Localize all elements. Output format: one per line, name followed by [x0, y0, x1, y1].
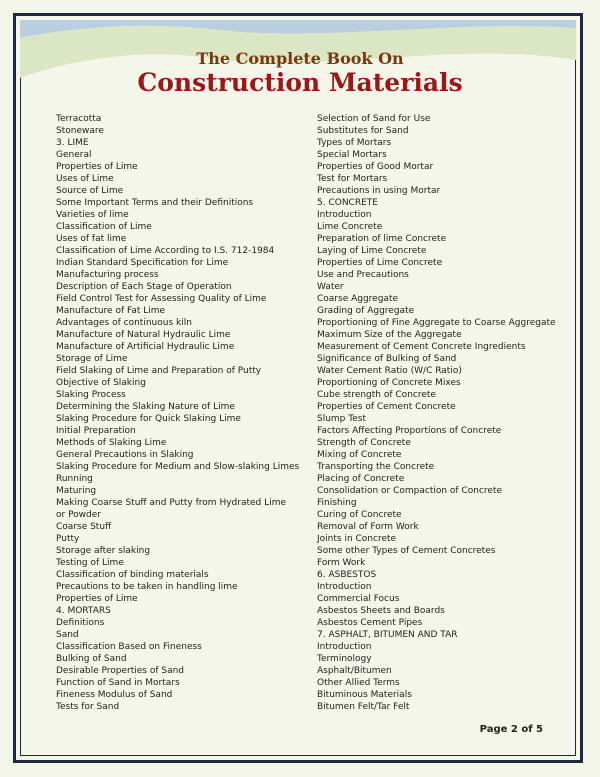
contents-entry: Terracotta [56, 114, 102, 124]
contents-entry: Introduction [317, 210, 372, 220]
contents-entry: Properties of Lime [56, 162, 138, 172]
contents-entry: Significance of Bulking of Sand [317, 354, 457, 364]
contents-entry: Uses of Lime [56, 174, 114, 184]
contents-entry: Classification of binding materials [56, 570, 209, 580]
contents-entry: Grading of Aggregate [317, 306, 415, 316]
contents-entry: Description of Each Stage of Operation [56, 282, 232, 292]
contents-entry: Properties of Lime [56, 594, 138, 604]
contents-entry: Classification of Lime [56, 222, 152, 232]
contents-entry: Substitutes for Sand [317, 126, 409, 136]
contents-entry: Laying of Lime Concrete [317, 246, 427, 256]
contents-entry: Special Mortars [317, 150, 387, 160]
contents-entry: Asbestos Cement Pipes [317, 618, 423, 628]
page-number: Page 2 of 5 [479, 724, 543, 735]
contents-entry: Desirable Properties of Sand [56, 666, 185, 676]
contents-entry: Terminology [317, 654, 372, 664]
contents-entry: Lime Concrete [317, 222, 383, 232]
contents-entry: General Precautions in Slaking [56, 450, 194, 460]
contents-right-column [317, 113, 557, 713]
contents-entry: Storage of Lime [56, 354, 128, 364]
contents-entry: Bitumen Felt/Tar Felt [317, 702, 410, 712]
contents-entry: Properties of Good Mortar [317, 162, 434, 172]
contents-entry: Manufacturing process [56, 270, 159, 280]
contents-entry: Methods of Slaking Lime [56, 438, 167, 448]
contents-entry: Factors Affecting Proportions of Concrete [317, 426, 502, 436]
contents-entry: Tests for Sand [56, 702, 120, 712]
contents-entry: 4. MORTARS [56, 606, 111, 616]
contents-entry: Varieties of lime [56, 210, 129, 220]
contents-entry: Precautions in using Mortar [317, 186, 441, 196]
contents-entry: Use and Precautions [317, 270, 409, 280]
contents-entry: 6. ASBESTOS [317, 570, 377, 580]
contents-entry: Classification of Lime According to I.S. 712-1984 [56, 246, 275, 256]
contents-entry: Running [56, 474, 93, 484]
contents-entry: Properties of Lime Concrete [317, 258, 443, 268]
contents-entry: Finishing [317, 498, 357, 508]
contents-entry: Introduction [317, 582, 372, 592]
contents-entry: Asphalt/Bitumen [317, 666, 392, 676]
contents-entry: Other Allied Terms [317, 678, 400, 688]
contents-entry: Coarse Stuff [56, 522, 112, 532]
contents-entry: Transporting the Concrete [317, 462, 435, 472]
contents-entry: Some other Types of Cement Concretes [317, 546, 496, 556]
contents-entry: Slaking Process [56, 390, 126, 400]
contents-entry: Testing of Lime [56, 558, 124, 568]
contents-entry: 3. LIME [56, 138, 89, 148]
contents-entry: Function of Sand in Mortars [56, 678, 180, 688]
book-subtitle: The Complete Book On [196, 49, 404, 68]
contents-entry: Determining the Slaking Nature of Lime [56, 402, 235, 412]
contents-entry: Some Important Terms and their Definitions [56, 198, 254, 208]
contents-entry: Water Cement Ratio (W/C Ratio) [317, 366, 462, 376]
contents-entry: Precautions to be taken in handling lime [56, 582, 238, 592]
contents-entry: Slaking Procedure for Medium and Slow-slaking Limes [56, 462, 300, 472]
contents-entry: Stoneware [56, 126, 104, 136]
contents-entry: Maturing [56, 486, 97, 496]
contents-entry: Manufacture of Artificial Hydraulic Lime [56, 342, 235, 352]
contents-entry: Proportioning of Concrete Mixes [317, 378, 461, 388]
contents-entry: Asbestos Sheets and Boards [317, 606, 445, 616]
contents-entry: Removal of Form Work [317, 522, 419, 532]
contents-entry: Definitions [56, 618, 105, 628]
contents-entry: Source of Lime [56, 186, 124, 196]
contents-entry: Cube strength of Concrete [317, 390, 436, 400]
contents-entry: Indian Standard Specification for Lime [56, 258, 229, 268]
contents-entry: Fineness Modulus of Sand [56, 690, 173, 700]
contents-entry: General [56, 150, 92, 160]
contents-entry: Objective of Slaking [56, 378, 146, 388]
contents-entry: Initial Preparation [56, 426, 136, 436]
contents-entry: Form Work [317, 558, 366, 568]
book-title: Construction Materials [137, 68, 463, 97]
contents-entry: Water [317, 282, 344, 292]
contents-entry: Classification Based on Fineness [56, 642, 202, 652]
contents-entry: Bituminous Materials [317, 690, 412, 700]
contents-entry: Storage after slaking [56, 546, 151, 556]
contents-entry: Maximum Size of the Aggregate [317, 330, 462, 340]
contents-entry: Proportioning of Fine Aggregate to Coarse Aggregate [317, 318, 556, 328]
contents-entry: Joints in Concrete [317, 534, 397, 544]
contents-entry: Test for Mortars [317, 174, 388, 184]
contents-entry: Field Control Test for Assessing Quality of Lime [56, 294, 267, 304]
contents-entry: Manufacture of Fat Lime [56, 306, 166, 316]
contents-entry: Properties of Cement Concrete [317, 402, 456, 412]
contents-entry: Slaking Procedure for Quick Slaking Lime [56, 414, 241, 424]
contents-left-column [56, 113, 300, 713]
contents-entry: Making Coarse Stuff and Putty from Hydrated Lime or Powder [56, 498, 286, 520]
contents-entry: Curing of Concrete [317, 510, 402, 520]
contents-entry: 5. CONCRETE [317, 198, 378, 208]
contents-entry: Uses of fat lime [56, 234, 127, 244]
contents-entry: Advantages of continuous kiln [56, 318, 192, 328]
contents-entry: Commercial Focus [317, 594, 400, 604]
contents-entry: Consolidation or Compaction of Concrete [317, 486, 503, 496]
contents-entry: Slump Test [317, 414, 366, 424]
contents-entry: Introduction [317, 642, 372, 652]
contents-entry: Measurement of Cement Concrete Ingredients [317, 342, 526, 352]
contents-entry: Manufacture of Natural Hydraulic Lime [56, 330, 231, 340]
contents-entry: Sand [56, 630, 79, 640]
contents-entry: 7. ASPHALT, BITUMEN AND TAR [317, 630, 458, 640]
contents-entry: Placing of Concrete [317, 474, 405, 484]
contents-entry: Preparation of lime Concrete [317, 234, 447, 244]
contents-entry: Types of Mortars [317, 138, 392, 148]
contents-entry: Strength of Concrete [317, 438, 411, 448]
contents-entry: Selection of Sand for Use [317, 114, 431, 124]
contents-entry: Mixing of Concrete [317, 450, 402, 460]
contents-entry: Coarse Aggregate [317, 294, 399, 304]
contents-entry: Putty [56, 534, 80, 544]
contents-entry: Bulking of Sand [56, 654, 127, 664]
contents-entry: Field Slaking of Lime and Preparation of Putty [56, 366, 262, 376]
